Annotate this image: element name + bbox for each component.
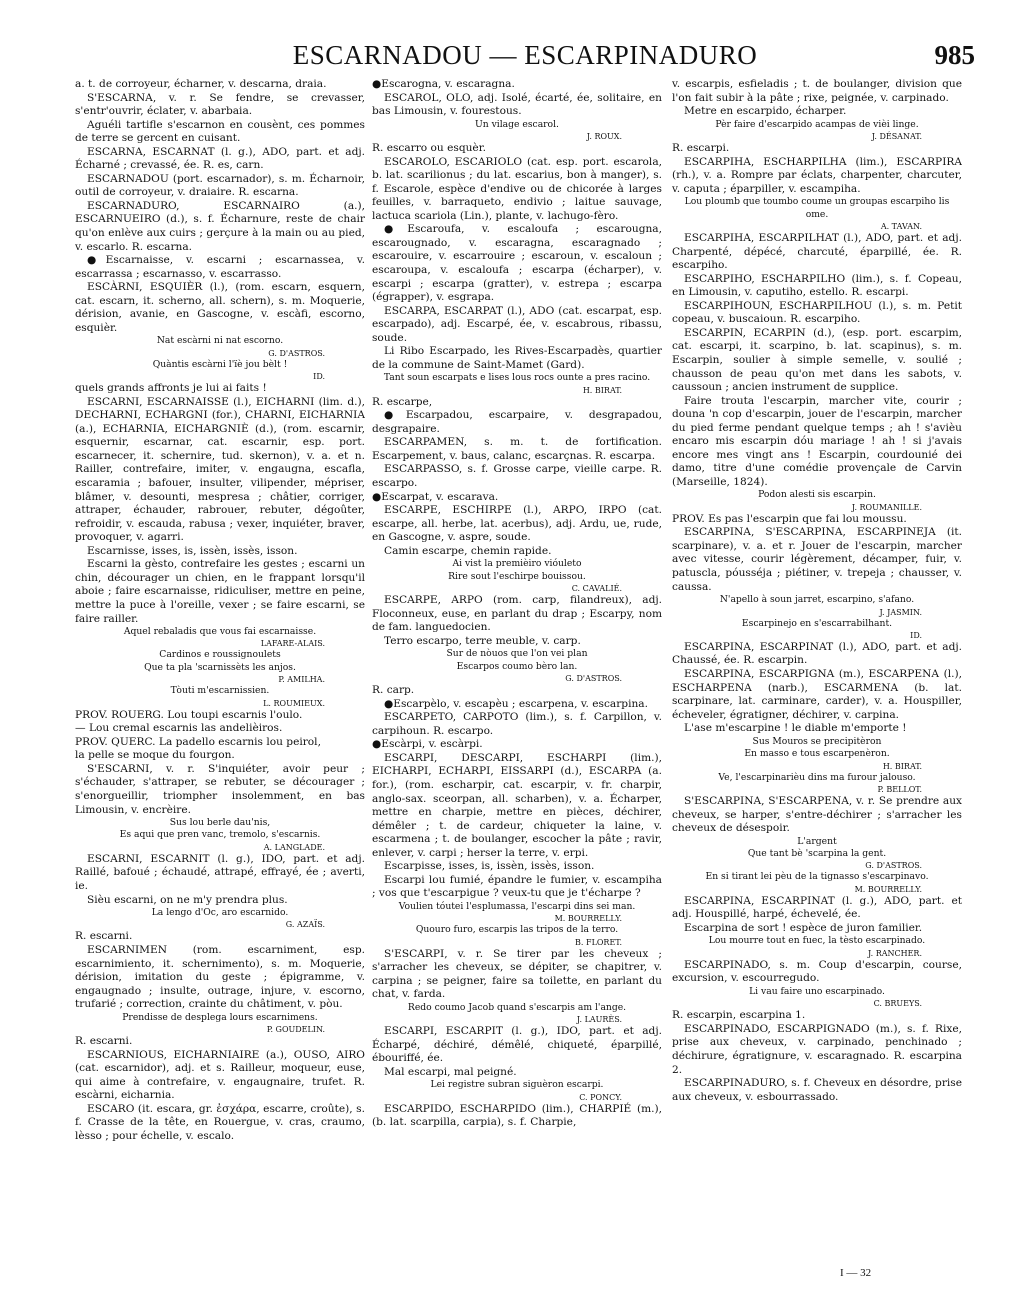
quotation: Escarpinejo en s'escarrabilhant. [741,617,893,629]
entry-paragraph: ●Escarpèlo, v. escapèu ; escarpena, v. escarpina. [384,697,648,710]
entry-line: — Lou cremal escarnis las andelièiros. [75,722,283,735]
quotation: Cardinos e roussignoulets [159,649,281,661]
entry-paragraph: S'ESCARNA, v. r. Se fendre, se crevasser, s'entr'ouvrir, éclater, v. abarbaia. [75,91,365,118]
quote-attribution: J. RANCHER. [868,948,922,958]
quote-attribution: G. AZAÏS. [285,920,325,930]
entry-paragraph: ESCARPIHOUN, ESCHARPILHOU (l.), s. m. Petit copeau, v. buscaioun. R. escarpiho. [672,299,962,326]
entry-paragraph: ●Escaroufa, v. escaloufa ; escarougna, escarougnado, v. escaragna, escaragnado ; escarouire, v. escarrouire ; escaroun, v. escaloun ; escaroupa, v. escaloufa ; escarpa (écharper), v. escarpi ; escarpa (gratter), v. estrepa ; escarpa (égrapper), v. esgrapa. [372,223,662,304]
entry-paragraph: Mal escarpi, mal peigné. [384,1065,517,1078]
quotation: Redo coumo Jacob quand s'escarpis am l'ange. [407,1001,627,1013]
quote-attribution: A. LANGLADE. [263,842,325,852]
signature-mark: I — 32 [840,1267,872,1279]
entry-paragraph: ESCARPINA, ESCARPINAT (l. g.), ADO, part. et adj. Houspillé, harpé, échevelé, ée. [672,894,962,921]
quotation: Quouro furo, escarpis las tripos de la terro. [415,924,619,936]
column-left [75,78,365,1268]
quote-attribution: C. CAVALIÉ. [571,584,622,594]
entry-paragraph: S'ESCARPINA, S'ESCARPENA, v. r. Se prendre aux cheveux, se harper, s'entre-déchirer ; s'arracher les cheveux de désespoir. [672,794,962,835]
quote-attribution: J. DÉSANAT. [871,132,922,142]
entry-paragraph: ESCARNA, ESCARNAT (l. g.), ADO, part. et adj. Écharné ; crevassé, ée. R. es, carn. [75,145,365,172]
entry-paragraph: ●Escarpadou, escarpaire, v. desgrapadou, desgrapaire. [372,409,662,435]
entry-line: ●Escarogna, v. escaragna. [372,78,515,90]
entry-paragraph: Escarpi lou fumié, épandre le fumier, v. escampiha ; vos que t'escarpigue ? veux-tu que je t'écharpe ? [372,873,662,900]
entry-paragraph: ESCARPINA, ESCARPIGNA (m.), ESCARPENA (l.), ESCHARPENA (narb.), ESCARMENA (b. lat. scarpinare, lat. carminare, carder), v. a. Houspiller, écheveler, égratigner, déchirer, v. carpina. [672,668,962,721]
entry-line: R. escarpi. [672,142,730,155]
entry-paragraph: ESCARNADURO, ESCARNAIRO (a.), ESCARNUEIRO (d.), s. f. Écharnure, reste de chair qu'on enlève aux cuirs ; gerçure à la main ou au pied, v. escarlo. R. escarna. [75,199,365,253]
quotation: Pèr faire d'escarpido acampas de vièi linge. [715,118,919,130]
entry-paragraph: ESCAROL, OLO, adj. Isolé, écarté, ée, solitaire, en bas Limousin, v. fourestous. [372,91,662,118]
quote-attribution: G. D'ASTROS. [565,674,622,684]
page-number: 985 [934,40,975,70]
entry-paragraph: S'ESCARPI, v. r. Se tirer par les cheveux ; s'arracher les cheveux, se dépiter, se chapitrer, v. carpina ; se peigner, faire sa toilette, en parlant du chat, v. farda. [372,947,662,1001]
entry-paragraph: ESCARNADOU (port. escarnador), s. m. Écharnoir, outil de corroyeur, v. draiaire. R. escarna. [75,172,365,199]
entry-paragraph: ESCARNI, ESCARNAISSE (l.), EICHARNI (lim. d.), DECHARNI, ECHARGNI (for.), CHARNI, EICHARNIA (a.), ECHARNIA, EICHARGNIÈ (d.), (rom. escarnir, esquernir, escarnar, cat. escarnir, esp. port. escarnecer, it. schernire, tud. skernon), v. a. et n. Railler, contrefaire, imiter, v. engaugna, escafla, escaramia ; bafouer, insulter, vilipender, mépriser, blâmer, v. desounti, mespresa ; châtier, corriger, attraper, échauder, rabrouer, rebuter, dégoûter, refroidir, v. escauda, rabusa ; vexer, inquiéter, braver, provoquer, v. agarri. [75,395,365,544]
quotation: Sus lou berle dau'nis, [169,817,271,829]
entry-line: PROV. Es pas l'escarpin que fai lou moussu. [672,512,907,525]
entry-paragraph: Metre en escarpido, écharper. [684,105,847,118]
quote-attribution: J. ROUX. [586,132,622,142]
quotation: Un vilage escarol. [475,118,559,130]
entry-paragraph: ESCARPIHA, ESCARPILHAT (l.), ADO, part. et adj. Charpenté, dépécé, charcuté, éparpillé, ée. R. escarpiho. [672,232,962,272]
quote-attribution: LAFARE-ALAIS. [260,639,325,649]
entry-paragraph: S'ESCARNI, v. r. S'inquiéter, avoir peur ; s'échauder, s'attraper, se rebuter, se décourager ; s'enorgueillir, triompher insolemment, en bas Limousin, v. encrèire. [75,762,365,816]
quotation: En masso e tous escarpenèron. [744,748,890,760]
entry-paragraph: ESCARNIOUS, EICHARNIAIRE (a.), OUSO, AIRO (cat. escarnidor), adj. et s. Railleur, moqueur, euse, qui aime à contrefaire, v. engaugnaire, trufet. R. escàrni, eicharnia. [75,1048,365,1102]
entry-paragraph: ●Escarnaisse, v. escarni ; escarnassea, v. escarrassa ; escarnasso, v. escarrasso. [75,254,365,280]
quotation: L'argent [797,835,837,847]
column-middle [372,78,662,1268]
entry-line: la pelle se moque du fourgon. [75,749,235,762]
entry-line: v. escarpis, esfieladis ; t. de boulanger, division que l'on fait subir à la pâte ; rixe, peignée, v. carpinado. [672,78,962,104]
quotation: Voulien tóutei l'esplumassa, l'escarpi dins sei man. [398,900,636,912]
quote-attribution: J. ROUMANILLE. [851,502,922,512]
quotation: Nat escàrni ni nat escorno. [156,335,284,347]
entry-paragraph: ESCARPAMEN, s. m. t. de fortification. Escarpement, v. baus, calanc, escarçnas. R. escarpa. [372,436,662,462]
entry-paragraph: Sièu escarni, on ne m'y prendra plus. [87,893,288,906]
entry-paragraph: ESCARPIDO, ESCHARPIDO (lim.), CHARPIÉ (m.), (b. lat. scarpilla, carpia), s. f. Charpie, [372,1102,662,1129]
dictionary-columns [75,78,975,1268]
entry-paragraph: Camin escarpe, chemin rapide. [384,544,552,557]
quotation: Sur de nòuos que l'on vei plan [446,648,588,660]
quotation: Ai vist la premièiro vióuleto [452,558,582,570]
entry-paragraph: ESCARPE, ARPO (rom. carp, filandreux), adj. Floconneux, euse, en parlant du drap ; Escarpy, nom de fam. languedocien. [372,594,662,634]
entry-paragraph: ESCARPINA, S'ESCARPINA, ESCARPINEJA (it. scarpinare), v. a. et r. Jouer de l'escarpin, marcher avec vitesse, courir légèrement, décamper, fuir, v. patuscla, póusséja ; piétiner, v. trepeja ; chausser, v. caussa. [672,526,962,593]
entry-paragraph: ESCARNI, ESCARNIT (l. g.), IDO, part. et adj. Raillé, bafoué ; échaudé, attrapé, effrayé, ée ; averti, ie. [75,852,365,892]
entry-line: PROV. QUERC. La padello escarnis lou peirol, [75,735,321,748]
entry-line: quels grands affronts je lui ai faits ! [75,382,267,395]
quotation: Tant soun escarpats e lises lous rocs ounte a pres racino. [383,372,651,384]
entry-line: PROV. ROUERG. Lou toupi escarnis l'oulo. [75,708,303,721]
entry-paragraph: ESCARPIHO, ESCHARPILHO (lim.), s. f. Copeau, en Limousin, v. caputiho, estello. R. escarpi. [672,272,962,299]
entry-line: ●Escarpat, v. escarava. [372,490,499,503]
quotation: Quàntis escàrni l'ïè jou bèlt ! [152,358,288,370]
entry-paragraph: Escarpina de sort ! espèce de juron familier. [684,921,923,934]
quote-attribution: C. BRUEYS. [873,999,922,1009]
entry-paragraph: Escarni la gèsto, contrefaire les gestes ; escarni un chin, décourager un chien, en le frappant lorsqu'il aboie ; faire escarnaisse, ridiculiser, mettre en peine, mettre la puce à l'oreille, vexer ; se faire escarni, se faire railler. [75,558,365,625]
entry-line: a. t. de corroyeur, écharner, v. descarna, draia. [75,78,327,90]
quotation: La lengo d'Oc, aro escarnido. [151,907,289,919]
quote-attribution: P. GOUDELIN. [266,1025,325,1035]
entry-paragraph: Terro escarpo, terre meuble, v. carp. [384,634,581,647]
quotation: Que ta pla 'scarnissèts les anjos. [144,661,296,673]
quote-attribution: G. D'ASTROS. [865,861,922,871]
quote-attribution: J. JASMIN. [879,607,922,617]
quotation: Aquel rebaladis que vous fai escarnaisse. [123,626,317,638]
quotation: En si tirant lei pèu de la tignasso s'escarpinavo. [705,871,929,883]
quote-attribution: ID. [910,630,922,640]
quote-attribution: H. BIRAT. [582,385,622,395]
entry-paragraph: ESCARPIN, ECARPIN (d.), (esp. port. escarpim, cat. escarpi, it. scarpino, b. lat. scapinus), s. m. Escarpin, soulier à simple semelle, v. soulié ; chausson de peau qu'on met dans les sabots, v. caussoun ; ancien instrument de supplice. [672,326,962,394]
quote-attribution: H. BIRAT. [882,761,922,771]
entry-paragraph: ESCARPINADO, s. m. Coup d'escarpin, course, excursion, v. escourregudo. [672,958,962,985]
entry-line: R. escarpin, escarpina 1. [672,1009,806,1022]
quotation: Sus Mouros se precipitèron [752,735,882,747]
quote-attribution: P. BELLOT. [877,784,922,794]
entry-paragraph: ESCARPINADO, ESCARPIGNADO (m.), s. f. Rixe, prise aux cheveux, v. carpinado, penchinado ; déchirure, égratignure, v. escaragnado. R. escarpina 2. [672,1022,962,1076]
entry-paragraph: ESCÀRNI, ESQUIÈR (l.), (rom. escarn, esquern, cat. escarn, it. scherno, all. schern), s. m. Moquerie, dérision, avanie, en Gascogne, v. escàfi, escorno, esquièr. [75,281,365,334]
quotation: Lei registre subran siguèron escarpi. [430,1079,604,1091]
quotation: Escarpos coumo bèro lan. [456,660,578,672]
column-right [672,78,962,1268]
quote-attribution: J. LAURÈS. [576,1015,622,1025]
entry-line: R. escarpe, [372,395,433,408]
quote-attribution: ID. [313,372,325,382]
entry-paragraph: ESCARPI, DESCARPI, ESCHARPI (lim.), EICHARPI, ECHARPI, EISSARPI (d.), ESCARPA (a. for.), (rom. escharpir, cat. escarpir, v. fr. charpir, anglo-sax. sceorpan, all. scharben), v. a. Écharper, mettre en charpie, mettre en pièces, déchirer, démêler ; t. de cardeur, chiqueter la laine, v. escarmena ; t. de boulanger, escocher la pâte ; ravir, enlever, v. carpi ; herser la terre, v. erpi. [372,751,662,859]
quotation: Es aqui que pren vanc, tremolo, s'escarnis. [119,829,321,841]
quote-attribution: B. FLORET. [575,937,622,947]
quotation: Tòuti m'escarnissien. [170,685,270,697]
entry-line: R. escarni. [75,930,133,943]
entry-paragraph: Faire trouta l'escarpin, marcher vite, courir ; douna 'n cop d'escarpin, jouer de l'escarpin, marcher du pied ferme pendant quelque temps ; ah ! s'avièu encaro mis escarpin dóu mariage ! ah ! si j'avais encore mes vingt ans ! Escarpin, courdounié dei damo, titre d'une comédie provençale de Carvin (Marseille, 1824). [672,394,962,488]
quotation: Lou ploumb que toumbo coume un groupas escarpiho lis ome. [684,196,950,220]
entry-paragraph: ESCARO (it. escara, gr. ἐσχάρα, escarre, croûte), s. f. Crasse de la tête, en Rouergue, v. cras, craumo, lèsso ; pour échelle, v. escalo. [75,1102,365,1142]
entry-line: R. carp. [372,684,415,697]
quote-attribution: M. BOURRELLY. [554,914,622,924]
entry-paragraph: Aguéli tartifle s'escarnon en cousènt, ces pommes de terre se gercent en cuisant. [75,118,365,145]
entry-paragraph: Escarpisse, isses, is, issèn, issès, isson. [384,860,595,873]
entry-line: R. escarni. [75,1035,133,1048]
entry-paragraph: ESCAROLO, ESCARIOLO (cat. esp. port. escarola, b. lat. scarilionus ; du lat. escarius, bon à manger), s. f. Escarole, espèce d'endive ou de chicorée à larges feuilles, v. barraqueto, endivio ; laitue sauvage, lactuca scariola (Lin.), plante, v. lachugo-fèro. [372,155,662,222]
entry-paragraph: ESCARPE, ESCHIRPE (l.), ARPO, IRPO (cat. escarpe, all. herbe, lat. acerbus), adj. Ardu, ue, rude, en Gascogne, v. aspre, soude. [372,504,662,544]
entry-line: ●Escàrpi, v. escàrpi. [372,738,483,751]
entry-paragraph: ESCARPIHA, ESCHARPILHA (lim.), ESCARPIRA (rh.), v. a. Rompre par éclats, charpenter, charcuter, v. caputa ; éparpiller, v. escampiha. [672,155,962,195]
quotation: Lou mourre tout en fuec, la tèsto escarpinado. [708,935,926,947]
quote-attribution: M. BOURRELLY. [854,884,922,894]
entry-paragraph: ESCARPA, ESCARPAT (l.), ADO (cat. escarpat, esp. escarpado), adj. Escarpé, ée, v. escabrous, ribassu, soude. [372,304,662,344]
quote-attribution: A. TAVAN. [880,222,922,232]
entry-paragraph: ESCARPASSO, s. f. Grosse carpe, vieille carpe. R. escarpo. [372,463,662,490]
quote-attribution: L. ROUMIEUX. [263,698,325,708]
entry-paragraph: ESCARNIMEN (rom. escarniment, esp. escarnimiento, it. schernimento), s. m. Moquerie, dérision, imitation du geste ; épigramme, v. engaugnado ; insulte, outrage, injure, v. escorno, trufarié ; correction, crainte du châtiment, v. pòu. [75,944,365,1011]
entry-paragraph: ESCARPI, ESCARPIT (l. g.), IDO, part. et adj. Écharpé, déchiré, démêlé, chiqueté, éparpillé, ébouriffé, ée. [372,1025,662,1065]
entry-paragraph: Li Ribo Escarpado, les Rives-Escarpadès, quartier de la commune de Saint-Mamet (Gard). [372,345,662,371]
entry-paragraph: ESCARPINADURO, s. f. Cheveux en désordre, prise aux cheveux, v. esbourrassado. [672,1077,962,1103]
quotation: Que tant bè 'scarpina la gent. [747,848,887,860]
quotation: N'apello à soun jarret, escarpino, s'afano. [719,594,915,606]
quote-attribution: P. AMILHA. [278,675,325,685]
entry-line: R. escarro ou esquèr. [372,142,486,155]
quotation: Prendisse de desplega lours escarnimens. [122,1011,318,1023]
page-header [75,38,975,72]
running-head-title: ESCARNADOU — ESCARPINADURO [292,40,758,70]
quote-attribution: G. D'ASTROS. [268,348,325,358]
quotation: Podon alesti sis escarpin. [758,489,876,501]
quotation: Ve, l'escarpinarièu dins ma furour jalouso. [718,771,916,783]
entry-paragraph: ESCARPETO, CARPOTO (lim.), s. f. Carpillon, v. carpihoun. R. escarpo. [372,711,662,737]
entry-paragraph: L'ase m'escarpine ! le diable m'emporte ! [684,722,907,735]
quotation: Li vau faire uno escarpinado. [749,985,885,997]
entry-paragraph: Escarnisse, isses, is, issèn, issès, isson. [87,544,298,557]
entry-paragraph: ESCARPINA, ESCARPINAT (l.), ADO, part. et adj. Chaussé, ée. R. escarpin. [672,640,962,667]
quotation: Rire sout l'eschirpe bouissou. [448,570,586,582]
quote-attribution: C. PONCY. [579,1092,622,1102]
